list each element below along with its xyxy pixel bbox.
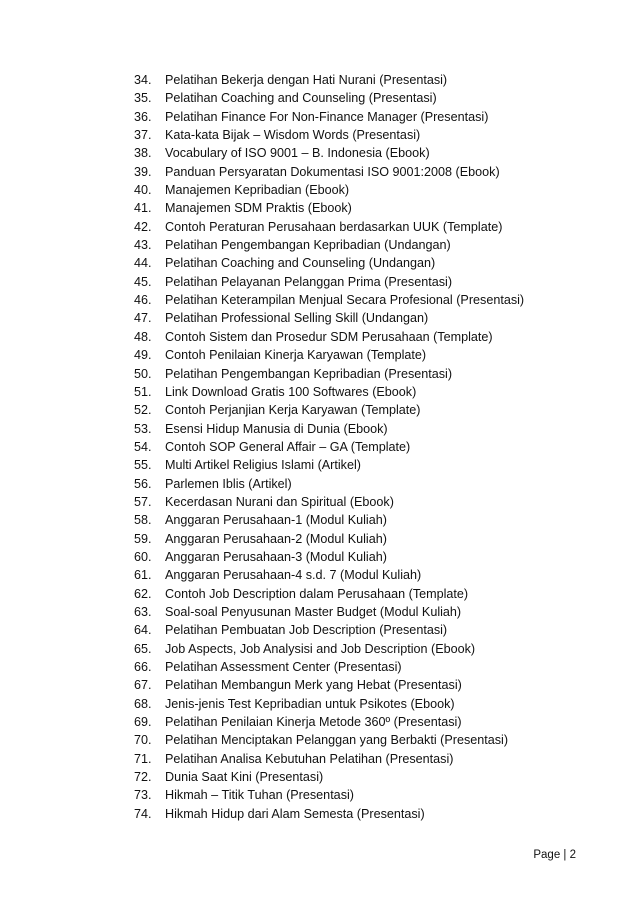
list-item-text: Pelatihan Analisa Kebutuhan Pelatihan (Presentasi): [165, 751, 454, 766]
list-item: [134, 199, 524, 217]
list-item-text: Manajemen Kepribadian (Ebook): [165, 183, 350, 198]
list-item-number: 59.: [134, 531, 152, 546]
list-item-number: 72.: [134, 770, 152, 785]
list-item: [134, 365, 524, 383]
list-item-text: Pelatihan Menciptakan Pelanggan yang Berbakti (Presentasi): [165, 733, 509, 748]
list-item-number: 50.: [134, 366, 152, 381]
list-item-number: 34.: [134, 73, 152, 87]
list-item: [134, 731, 524, 749]
list-item-number: 39.: [134, 164, 152, 179]
list-item-number: 35.: [134, 91, 152, 106]
list-item-number: 38.: [134, 146, 152, 161]
list-item-text: Multi Artikel Religius Islami (Artikel): [165, 458, 361, 473]
list-item-text: Hikmah – Titik Tuhan (Presentasi): [165, 788, 354, 803]
list-item-number: 62.: [134, 586, 152, 601]
list-item: [134, 566, 524, 584]
list-item-text: Panduan Persyaratan Dokumentasi ISO 9001:2008 (Ebook): [165, 164, 500, 179]
list-item-number: 41.: [134, 201, 152, 216]
list-item: [134, 346, 524, 364]
list-item-text: Pelatihan Coaching and Counseling (Undangan): [165, 256, 436, 271]
list-item-text: Pelatihan Penilaian Kinerja Metode 360º (Presentasi): [165, 715, 462, 730]
list-item: [134, 621, 524, 639]
list-item: [134, 108, 524, 126]
list-item: [134, 89, 524, 107]
list-item-number: 53.: [134, 421, 152, 436]
list-item: [134, 438, 524, 456]
list-item-number: 73.: [134, 788, 152, 803]
list-item: [134, 291, 524, 309]
list-item-text: Pelatihan Assessment Center (Presentasi): [165, 660, 402, 674]
list-item-text: Anggaran Perusahaan-2 (Modul Kuliah): [165, 531, 387, 546]
list-item-text: Job Aspects, Job Analysisi and Job Description (Ebook): [165, 641, 476, 656]
list-item-text: Pelatihan Membangun Merk yang Hebat (Presentasi): [165, 678, 462, 693]
list-item-number: 37.: [134, 128, 152, 143]
list-item-text: Pelatihan Pelayanan Pelanggan Prima (Presentasi): [165, 274, 453, 289]
list-item-text: Contoh Peraturan Perusahaan berdasarkan UUK (Template): [165, 219, 503, 234]
list-item-text: Hikmah Hidup dari Alam Semesta (Presentasi): [165, 806, 425, 821]
list-item-text: Pelatihan Pembuatan Job Description (Presentasi): [165, 623, 448, 638]
list-item: [134, 585, 524, 603]
list-item-number: 63.: [134, 604, 152, 619]
list-item: [134, 658, 524, 676]
list-item-text: Kecerdasan Nurani dan Spiritual (Ebook): [165, 494, 394, 509]
list-item-text: Manajemen SDM Praktis (Ebook): [165, 201, 352, 216]
list-item: [134, 126, 524, 144]
list-item-number: 70.: [134, 733, 152, 748]
list-item-text: Anggaran Perusahaan-3 (Modul Kuliah): [165, 549, 387, 564]
list-item-number: 48.: [134, 329, 152, 344]
list-item: [134, 236, 524, 254]
page-number: Page | 2: [533, 849, 576, 861]
list-item-number: 49.: [134, 348, 152, 363]
list-item-number: 42.: [134, 219, 152, 234]
list-item-number: 55.: [134, 458, 152, 473]
list-item-text: Dunia Saat Kini (Presentasi): [165, 770, 324, 785]
list-item-number: 56.: [134, 476, 152, 491]
list-item-text: Contoh Penilaian Kinerja Karyawan (Template): [165, 348, 427, 363]
list-item-number: 52.: [134, 403, 152, 418]
list-item: [134, 383, 524, 401]
list-item-number: 68.: [134, 696, 152, 711]
list-item-number: 54.: [134, 439, 152, 454]
list-item-number: 58.: [134, 513, 152, 528]
list-item-number: 46.: [134, 293, 152, 308]
list-item-number: 51.: [134, 384, 152, 399]
list-item: [134, 603, 524, 621]
list-item: [134, 805, 524, 823]
list-item-number: 40.: [134, 183, 152, 198]
list-item-text: Link Download Gratis 100 Softwares (Ebook): [165, 384, 417, 399]
list-item-text: Pelatihan Coaching and Counseling (Presentasi): [165, 91, 437, 106]
list-item: [134, 493, 524, 511]
list-item: [134, 163, 524, 181]
list-item-number: 45.: [134, 274, 152, 289]
list-item-text: Contoh Job Description dalam Perusahaan (Template): [165, 586, 469, 601]
list-item-number: 36.: [134, 109, 152, 124]
list-item-text: Pelatihan Bekerja dengan Hati Nurani (Presentasi): [165, 73, 448, 87]
list-item-number: 43.: [134, 238, 152, 253]
list-item-text: Kata-kata Bijak – Wisdom Words (Presentasi): [165, 128, 421, 143]
list-item-number: 44.: [134, 256, 152, 271]
list-item: [134, 401, 524, 419]
page-footer: [533, 848, 576, 862]
list-item-text: Parlemen Iblis (Artikel): [165, 476, 292, 491]
list-item-number: 69.: [134, 715, 152, 730]
list-item-number: 61.: [134, 568, 152, 583]
list-item: [134, 786, 524, 804]
list-item-text: Pelatihan Finance For Non-Finance Manager (Presentasi): [165, 109, 489, 124]
list-item: [134, 750, 524, 768]
list-item: [134, 640, 524, 658]
list-item: [134, 254, 524, 272]
list-item: [134, 713, 524, 731]
list-item: [134, 768, 524, 786]
list-item-text: Pelatihan Pengembangan Kepribadian (Undangan): [165, 238, 451, 253]
list-item-number: 60.: [134, 549, 152, 564]
list-item: [134, 548, 524, 566]
list-item-text: Pelatihan Professional Selling Skill (Undangan): [165, 311, 429, 326]
list-item-text: Anggaran Perusahaan-4 s.d. 7 (Modul Kuliah): [165, 568, 422, 583]
list-item: [134, 456, 524, 474]
list-item: [134, 676, 524, 694]
list-item-text: Contoh Sistem dan Prosedur SDM Perusahaan (Template): [165, 329, 493, 344]
list-item-text: Pelatihan Pengembangan Kepribadian (Presentasi): [165, 366, 453, 381]
list-item-number: 65.: [134, 641, 152, 656]
list-item: [134, 181, 524, 199]
list-item-text: Vocabulary of ISO 9001 – B. Indonesia (Ebook): [165, 146, 430, 161]
document-list: [134, 71, 524, 823]
list-item-text: Jenis-jenis Test Kepribadian untuk Psikotes (Ebook): [165, 696, 455, 711]
list-item-text: Contoh Perjanjian Kerja Karyawan (Template): [165, 403, 421, 418]
list-item: [134, 420, 524, 438]
list-item-number: 67.: [134, 678, 152, 693]
list-item-number: 47.: [134, 311, 152, 326]
list-item-number: 74.: [134, 806, 152, 821]
list-item-text: Esensi Hidup Manusia di Dunia (Ebook): [165, 421, 388, 436]
list-item: [134, 511, 524, 529]
list-item: [134, 273, 524, 291]
list-item: [134, 695, 524, 713]
list-item: [134, 144, 524, 162]
list-item: [134, 530, 524, 548]
list-item: [134, 71, 524, 89]
list-item-number: 71.: [134, 751, 152, 766]
list-item-text: Contoh SOP General Affair – GA (Template): [165, 439, 411, 454]
list-item: [134, 309, 524, 327]
list-item: [134, 328, 524, 346]
list-item-text: Soal-soal Penyusunan Master Budget (Modul Kuliah): [165, 604, 462, 619]
list-item-number: 64.: [134, 623, 152, 638]
list-item: [134, 218, 524, 236]
list-item-text: Anggaran Perusahaan-1 (Modul Kuliah): [165, 513, 387, 528]
list-item: [134, 475, 524, 493]
list-item-number: 57.: [134, 494, 152, 509]
list-item-number: 66.: [134, 660, 152, 674]
list-item-text: Pelatihan Keterampilan Menjual Secara Profesional (Presentasi): [165, 293, 525, 308]
